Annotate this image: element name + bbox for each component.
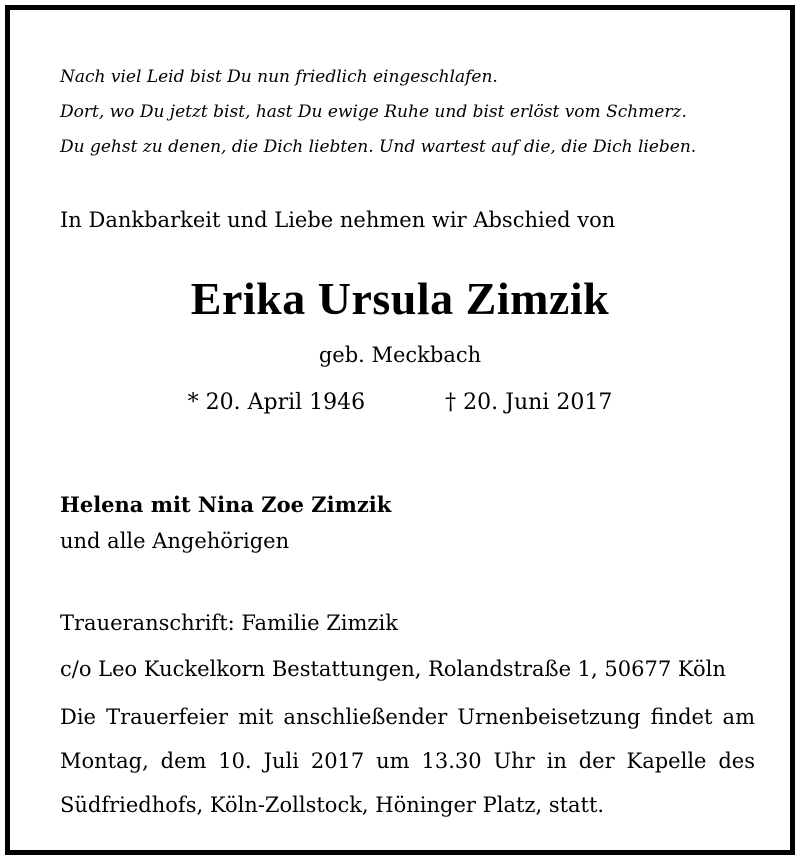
ceremony-line: Montag, dem 10. Juli 2017 um 13.30 Uhr in der Kapelle des: [60, 749, 755, 773]
obituary-notice: [5, 5, 795, 855]
mourning-address: [60, 600, 726, 692]
quote-line: Dort, wo Du jetzt bist, hast Du ewige Ruhe und bist erlöst vom Schmerz.: [60, 102, 687, 122]
deceased-name: Erika Ursula Zimzik: [190, 273, 610, 324]
mourner-lead: Helena mit Nina Zoe Zimzik: [60, 492, 392, 517]
quote-line: Du gehst zu denen, die Dich liebten. Und wartest auf die, die Dich lieben.: [60, 137, 697, 157]
address-line: c/o Leo Kuckelkorn Bestattungen, Rolandstraße 1, 50677 Köln: [60, 657, 726, 681]
ceremony-line: Südfriedhofs, Köln-Zollstock, Höninger Platz, statt.: [60, 793, 605, 817]
ceremony-line: Die Trauerfeier mit anschließender Urnenbeisetzung findet am: [60, 705, 755, 729]
maiden-name: geb. Meckbach: [318, 343, 482, 367]
intro-text: In Dankbarkeit und Liebe nehmen wir Abschied von: [60, 208, 616, 232]
mourner-others: und alle Angehörigen: [60, 529, 290, 553]
quote-line: Nach viel Leid bist Du nun friedlich eingeschlafen.: [60, 67, 498, 87]
mourners-block: [60, 487, 391, 559]
address-line: Traueranschrift: Familie Zimzik: [60, 611, 398, 635]
ceremony-info: [60, 695, 755, 827]
life-dates: [10, 390, 790, 415]
birth-date: * 20. April 1946: [187, 390, 366, 415]
quote-block: [60, 60, 750, 165]
death-date: † 20. Juni 2017: [445, 390, 613, 415]
